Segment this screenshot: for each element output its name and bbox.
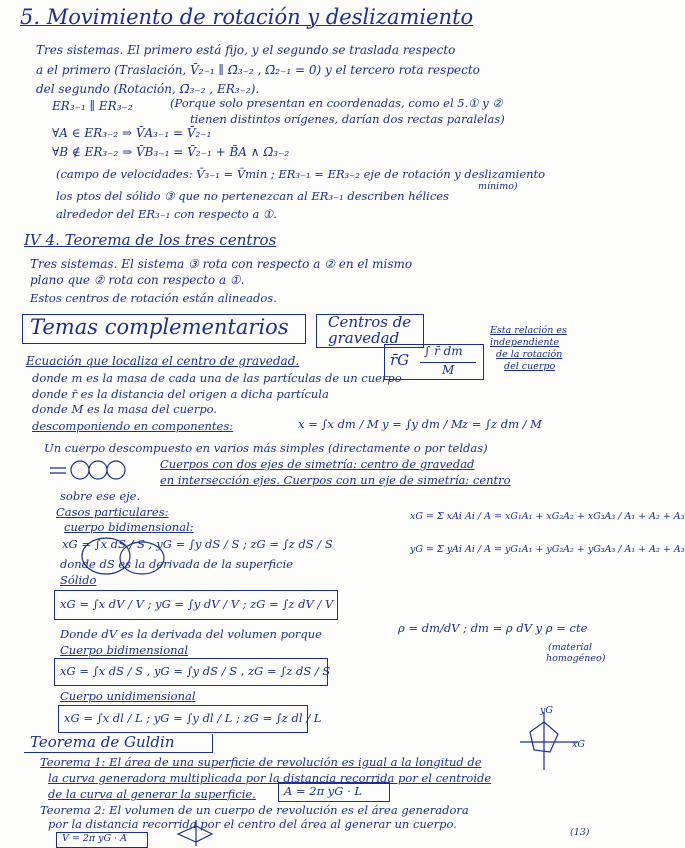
body-line-6: Un cuerpo descompuesto en varios más simples (directamente o por teldas) [44, 441, 488, 455]
bidi-formula: xG = ∫x dS / S ; yG = ∫y dS / S ; zG = ∫z dS / S [62, 537, 333, 551]
body-line-3: donde r̄ es la distancia del origen a dicha partícula [32, 387, 329, 401]
s2-line-2: plano que ② rota con respecto a ①. [30, 273, 245, 287]
comp-y: y = ∫y dm / M [382, 417, 463, 431]
forall-b: ∀B ∉ ER₃₋₂ ⇒ V̄B₃₋₁ = V̄₂₋₁ + B̄A ∧ Ω̄₃₋₂ [52, 145, 290, 159]
unidim-title: Cuerpo unidimensional [60, 689, 196, 703]
rho-note-2: homogéneo) [546, 653, 606, 664]
scribble-icon [80, 534, 180, 578]
symmetry-line-2: en intersección ejes. Cuerpos con un eje de simetría: centro [160, 473, 511, 487]
solido-label: Sólido [60, 573, 97, 587]
er-parallel: ER₃₋₁ ∥ ER₃₋₂ [52, 99, 133, 113]
symmetry-line-3: sobre ese eje. [60, 489, 141, 503]
rg-num: ∫ r̄ dm [424, 344, 463, 358]
solid-formula: xG = ∫x dV / V ; yG = ∫y dV / V ; zG = ∫z dV / V [60, 597, 334, 611]
body-line-4: donde M es la masa del cuerpo. [32, 402, 218, 416]
bidi-note: donde dS es la derivada de la superficie [60, 557, 294, 571]
bidim-title: Cuerpo bidimensional [60, 643, 189, 657]
s1-line-3: del segundo (Rotación, Ω̄₃₋₂ , ER₃₋₂). [36, 82, 260, 96]
yg-discrete: yG = Σ yAi Ai / A = yG₁A₁ + yG₂A₂ + yG₃A₃ / A₁ + A₂ + A₃ [410, 544, 685, 555]
s2-line-3: Estos centros de rotación están alineados. [30, 291, 277, 305]
guldin-t1-line-2: la curva generadora multiplicada por la distancia recorrida por el centroide [48, 771, 492, 785]
bidim-formula: xG = ∫x dS / S , yG = ∫y dS / S , zG = ∫z dS / S [60, 664, 331, 678]
note-line-3: de la rotación [496, 349, 563, 360]
solid-note: Donde dV es la derivada del volumen porque [60, 627, 322, 641]
section-4-title: IV 4. Teorema de los tres centros [24, 231, 277, 249]
s1-line-2: a el primero (Traslación, V̄₂₋₁ ∥ Ω̄₃₋₂ , Ω̄₂₋₁ = 0) y el tercero rota respecto [36, 63, 480, 77]
section-5-title: 5. Movimiento de rotación y deslizamiento [20, 5, 474, 29]
t2-formula: V = 2π yG · A [62, 833, 128, 844]
s1-line-1: Tres sistemas. El primero está fijo, y el segundo se traslada respecto [36, 43, 456, 57]
axis-x-label: xG [572, 739, 585, 750]
forall-a: ∀A ∈ ER₃₋₂ ⇒ V̄A₃₋₁ = V̄₂₋₁ [52, 126, 212, 140]
guldin-title: Teorema de Guldin [30, 733, 175, 751]
body-line-2: donde m es la masa de cada una de las partículas de un cuerpo [32, 371, 402, 385]
temas-title: Temas complementarios [30, 315, 289, 339]
note-line-2: independiente [490, 337, 559, 348]
comp-x: x = ∫x dm / M [298, 417, 379, 431]
comp-z: z = ∫z dm / M [462, 417, 542, 431]
cdg-title: Centros de gravedad [328, 313, 412, 347]
guldin-t2-line-2: por la distancia recorrida por el centro del área al generar un cuerpo. [48, 817, 457, 831]
symmetry-line-1: Cuerpos con dos ejes de simetría: centro de gravedad [160, 457, 475, 471]
t1-formula: A = 2π yG · L [284, 784, 363, 798]
body-line-1: Ecuación que localiza el centro de gravedad. [26, 354, 300, 368]
er-note-2: tienen distintos orígenes, darían dos rectas paralelas) [190, 112, 505, 126]
note-line-4: del cuerpo [504, 361, 556, 372]
casos-label: Casos particulares: [56, 505, 169, 519]
note-line-1: Esta relación es [490, 325, 567, 336]
rg-lhs: r̄G [390, 351, 410, 369]
body-line-5: descomponiendo en componentes: [32, 419, 234, 433]
campo-line-3: alrededor del ER₃₋₁ con respecto a ①. [56, 207, 277, 221]
rho-note-1: (material [548, 642, 593, 653]
campo-minimo: mínimo) [478, 181, 518, 192]
er-note-1: (Porque solo presentan en coordenadas, como el 5.① y ② [170, 96, 503, 110]
bidi-title: cuerpo bidimensional: [64, 520, 194, 534]
page-number: (13) [570, 827, 590, 838]
campo-line-1: (campo de velocidades: V̄₃₋₁ = V̄min ; ER₃₋₁ = ER₃₋₂ eje de rotación y deslizamiento [56, 167, 546, 181]
guldin-t1-line-1: Teorema 1: El área de una superficie de revolución es igual a la longitud de [40, 755, 482, 769]
s2-line-1: Tres sistemas. El sistema ③ rota con respecto a ② en el mismo [30, 257, 413, 271]
guldin-t2-line-1: Teorema 2: El volumen de un cuerpo de revolución es el área generadora [40, 803, 469, 817]
rho-formula: ρ = dm/dV ; dm = ρ dV y ρ = cte [398, 621, 588, 635]
axis-y-label: yG [540, 705, 553, 716]
rg-den: M [442, 363, 455, 377]
guldin-t1-line-3: de la curva al generar la superficie. [48, 787, 256, 801]
revolution-sketch-icon [176, 820, 226, 846]
xg-discrete: xG = Σ xAi Ai / A = xG₁A₁ + xG₂A₂ + xG₃A₃ / A₁ + A₂ + A₃ [410, 511, 685, 522]
campo-line-2: los ptos del sólido ③ que no pertenezcan al ER₃₋₁ describen hélices [56, 189, 449, 203]
decomposition-sketch-icon [46, 456, 156, 484]
unidim-formula: xG = ∫x dl / L ; yG = ∫y dl / L ; zG = ∫z dl / L [64, 711, 322, 725]
